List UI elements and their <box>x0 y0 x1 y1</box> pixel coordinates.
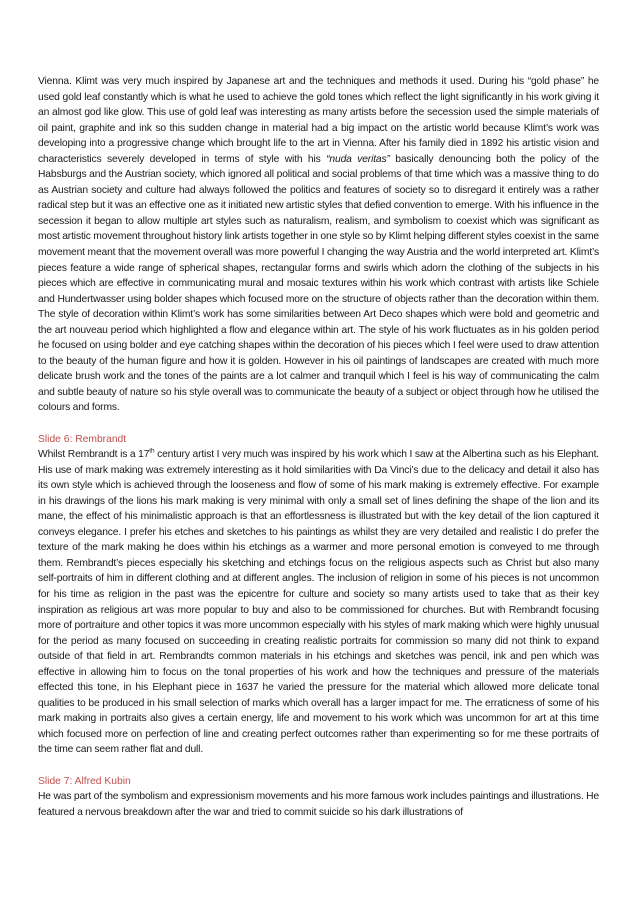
rembrandt-text-2: century artist I very much was inspired by his work which I saw at the Albertina such as his Elephant. His use of mark making was extremely interesting as it hold similarities with Da Vinci’s due to the delicacy and detail it also has its own style which is achieved through the looseness and flow of some of his mark making is extremely effective. For example in his drawings of the lions his mark making is very minimal with only a small set of lines defining the shape of the lion and its mane, the effect of his minimalistic approach is that an effortlessness is illustrated but with the key detail of the lion captured it conveys elegance. I prefer his etches and sketches to his paintings as whilst they are very detailed and realistic I do prefer the texture of the mark making he does within his etchings as a warmer and more personal emotion is conveyed to me through them. Rembrandt’s pieces especially his sketching and etchings focus on the religious aspects such as Christ but also many self-portraits of him in different clothing and at different angles. The inclusion of religion in some of his pieces is not uncommon for his time as religion in the past was the epicentre for culture and society so many artists used to take that as their key inspiration as religious art was more popular to buy and also to be commissioned for churches. But with Rembrandt focusing more of portraiture and other topics it was more uncommon especially with his styles of mark making which were highly unusual for the period as many focused on succeeding in creating realistic portraits for commission so many did not think to expand outside of that field in art. Rembrandts common materials in his etchings and sketches was pencil, ink and pen which was effective in allowing him to focus on the tonal properties of his work and how the techniques and pressure of the materials effected this tone, in his Elephant piece in 1637 he varied the pressure for the material which allowed more delicate tonal qualities to be produced in his small selection of marks which overall has a larger impact for me. The erraticness of some of his mark making in portraits also gives a certain energy, life and movement to his work which was uncommon for art at this time which focused more on perfection of line and creating perfect outcomes rather than experimenting so for me these portraits of the time can seem rather flat and dull. <box>38 449 599 756</box>
kubin-paragraph: He was part of the symbolism and expressionism movements and his more famous work includes paintings and illustrations. He featured a nervous breakdown after the war and tried to commit suicide so his dark illustrations of <box>38 791 599 818</box>
klimt-paragraph <box>38 74 599 416</box>
slide-6-heading: Slide 6: Rembrandt <box>38 433 127 445</box>
rembrandt-paragraph <box>38 447 599 758</box>
ordinal-superscript: th <box>149 447 155 455</box>
klimt-text-1: Vienna. Klimt was very much inspired by Japanese art and the techniques and methods it used. During his “gold phase” he used gold leaf constantly which is what he used to achieve the gold tones which reflect the light significantly in his work giving it an almost god like glow. This use of gold leaf was interesting as many artists before the secession used the simple materials of oil paint, graphite and ink so this sudden change in material had a big impact on the artistic world because Klimt’s work was developing into a progressive change which brought life to the art in Vienna. After his family died in 1892 his artistic vision and characteristics severely developed in terms of style with his <box>38 76 599 165</box>
slide-7-heading: Slide 7: Alfred Kubin <box>38 775 131 787</box>
rembrandt-text-1: Whilst Rembrandt is a 17 <box>38 449 150 461</box>
nuda-veritas-italic: “nuda veritas” <box>326 153 390 165</box>
spacer <box>38 758 599 774</box>
spacer <box>38 416 599 432</box>
klimt-text-2: basically denouncing both the policy of the Habsburgs and the Austrian society, which ignored all political and social problems of that time which was a massive thing to do as Austrian society and culture had always followed the politics and features of society so to disregard it entirely was a rather radical step but it was an effective one as it initiated new artistic styles that defied convention to emerge. With his influence in the secession it began to allow multiple art styles such as naturalism, realism, and symbolism to coexist which was significant as most artistic movement throughout history link artists together in one style so by Klimt helping different styles coexist in the same movement meant that the movement overall was more powerful I changing the way Austria and the world interpreted art. Klimt’s pieces feature a wide range of spherical shapes, rectangular forms and swirls which adorn the clothing of the subjects in his pieces which are effective in communicating mural and mosaic textures within his work which contrast with artists like Schiele and Hundertwasser using bolder shapes which focused more on the structure of objects rather than the decoration within them. The style of decoration within Klimt’s work has some similarities between Art Deco shapes which were bold and geometric and the art nouveau period which highlighted a flow and elegance within art. The style of his work fluctuates as in his golden period he focused on using bolder and eye catching shapes within the decoration of his pieces which I feel were used to draw attention to the beauty of the human figure and how it is golden. However in his oil paintings of landscapes are created with much more delicate brush work and the tones of the paints are a lot calmer and tranquil which I feel is his way of communicating the calm and subtle beauty of nature so his style overall was to communicate the beauty of a subject or object through how he utilised the colours and forms. <box>38 153 599 414</box>
